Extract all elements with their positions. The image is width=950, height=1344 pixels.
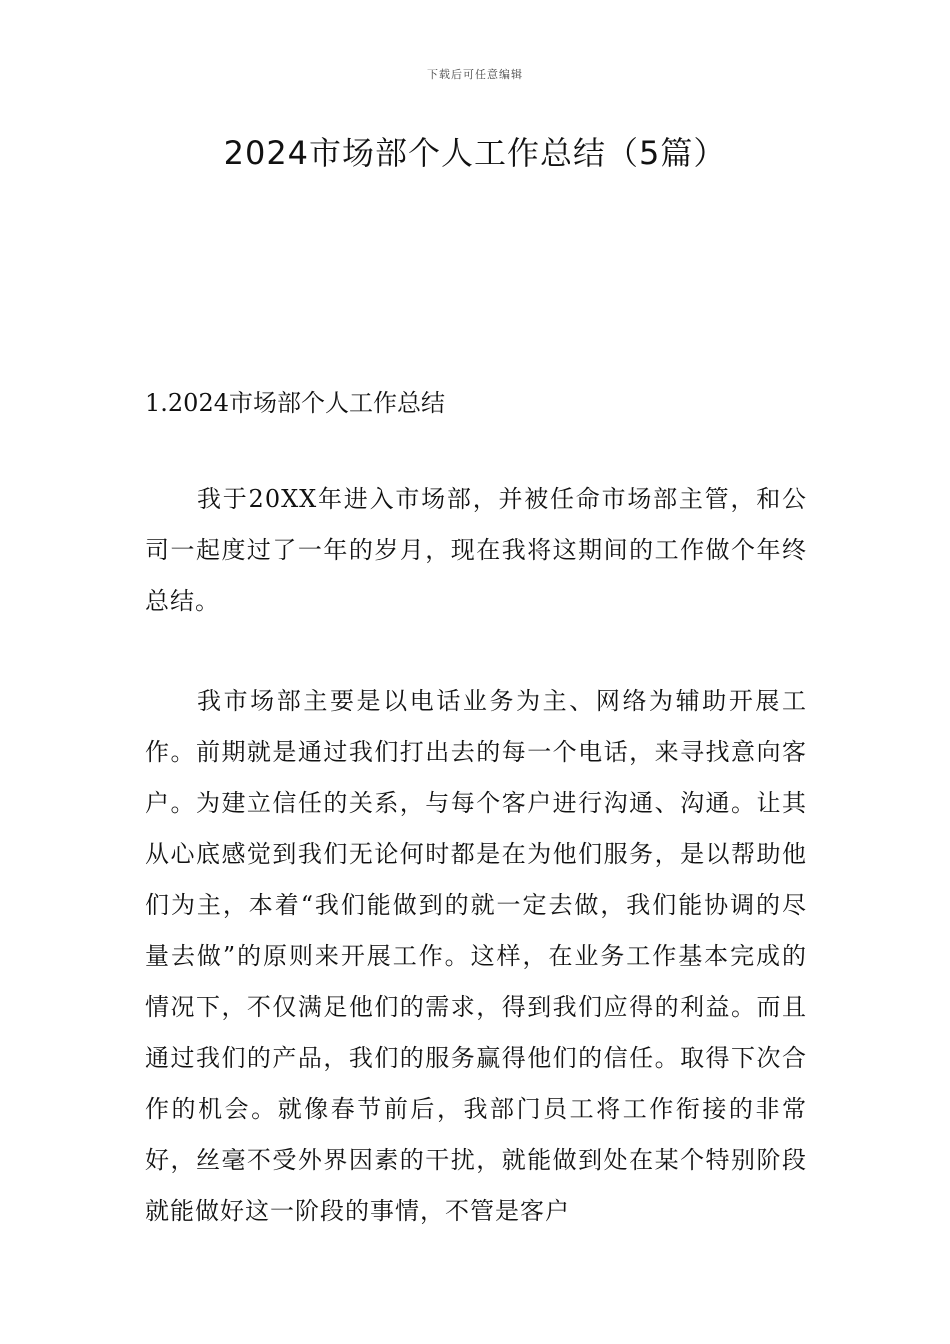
body-paragraph: 我市场部主要是以电话业务为主、网络为辅助开展工作。前期就是通过我们打出去的每一个电话，来寻找意向客户。为建立信任的关系，与每个客户进行沟通、沟通。让其从心底感觉到我们无论何时都是在为他们服务，是以帮助他们为主，本着“我们能做到的就一定去做，我们能协调的尽量去做”的原则来开展工作。这样，在业务工作基本完成的情况下，不仅满足他们的需求，得到我们应得的利益。而且通过我们的产品，我们的服务赢得他们的信任。取得下次合作的机会。就像春节前后，我部门员工将工作衔接的非常好，丝毫不受外界因素的干扰，就能做到处在某个特别阶段就能做好这一阶段的事情，不管是客户 (145, 687, 807, 1225)
section-heading: 1.2024市场部个人工作总结 (145, 389, 445, 417)
header-note: 下载后可任意编辑 (427, 68, 523, 81)
body-paragraph: 我于20XX年进入市场部，并被任命市场部主管，和公司一起度过了一年的岁月，现在我将这期间的工作做个年终总结。 (145, 485, 807, 615)
document-title: 2024市场部个人工作总结（5篇） (223, 134, 727, 172)
